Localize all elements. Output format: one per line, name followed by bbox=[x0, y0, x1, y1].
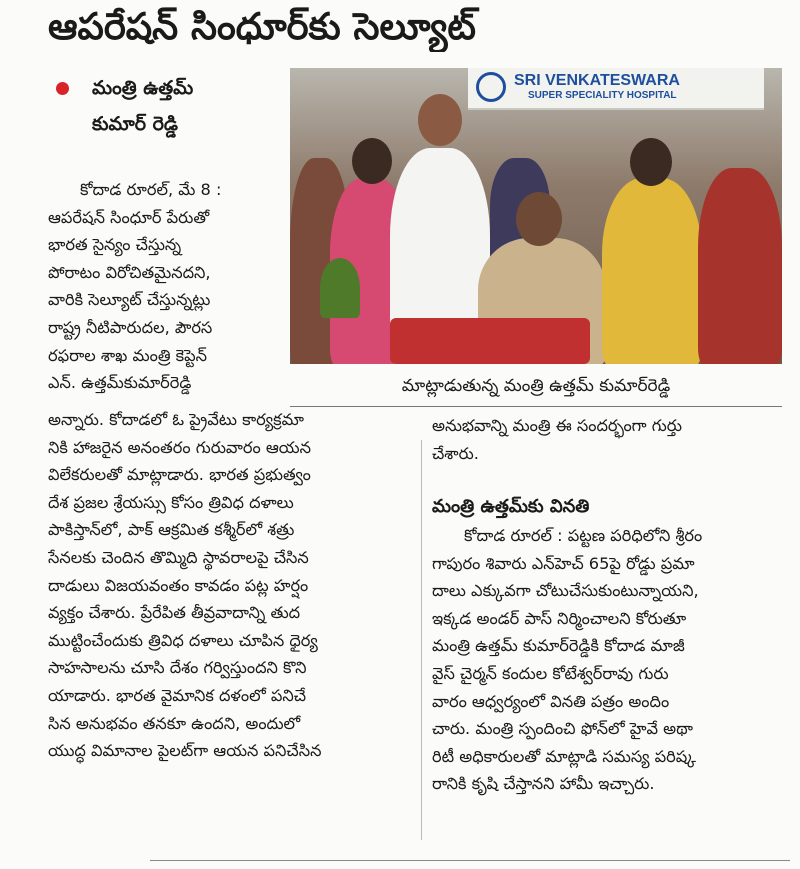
text-line: చారు. మంత్రి స్పందించి ఫోన్‌లో హైవే అథా bbox=[432, 719, 693, 739]
text-line: ఎన్. ఉత్తమ్‌కుమార్‌రెడ్డి bbox=[48, 373, 192, 393]
text-line: యాడారు. భారత వైమానిక దళంలో పనిచే bbox=[48, 685, 307, 705]
text-line: చేశారు. bbox=[432, 443, 479, 463]
text-line: పోరాటం విరోచితమైనదని, bbox=[48, 262, 211, 282]
text-line: వారికి సెల్యూట్ చేస్తున్నట్లు bbox=[48, 290, 211, 310]
text-line: దేశ ప్రజల శ్రేయస్సు కోసం త్రివిధ దళాలు bbox=[48, 492, 294, 512]
text-line: అన్నారు. కోదాడలో ఓ ప్రైవేటు కార్యక్రమా bbox=[48, 410, 304, 429]
microphones bbox=[390, 318, 590, 364]
banner-subtitle: SUPER SPECIALITY HOSPITAL bbox=[528, 90, 677, 101]
text-line: దాలు ఎక్కువగా చోటుచేసుకుంటున్నాయని, bbox=[432, 581, 699, 601]
text-line: వైస్ చైర్మన్ కందుల కోటేశ్వర్‌రావు గురు bbox=[432, 663, 669, 683]
plant-pot bbox=[320, 258, 360, 318]
person-figure bbox=[698, 168, 782, 364]
text-line: ఆపరేషన్ సింధూర్ పేరుతో bbox=[48, 207, 210, 227]
news-photo bbox=[290, 68, 782, 364]
article-column-right-top bbox=[432, 412, 782, 467]
text-line: వ్యక్తం చేశారు. ప్రేరేపిత తీవ్రవాదాన్ని తుద bbox=[48, 603, 301, 623]
article-column-left-bottom bbox=[48, 406, 414, 765]
person-head bbox=[630, 138, 672, 186]
text-line: రిటీ అధికారులతో మాట్లాడి సమస్య పరిష్క bbox=[432, 746, 696, 766]
text-line: ముట్టించేందుకు త్రివిధ దళాలు చూపిన ధైర్య bbox=[48, 630, 318, 650]
text-line: విలేకరులతో మాట్లాడారు. భారత ప్రభుత్వం bbox=[48, 465, 311, 485]
text-line: రానికి కృషి చేస్తానని హామీ ఇచ్చారు. bbox=[432, 774, 655, 794]
bottom-rule bbox=[150, 860, 790, 861]
text-line: భారత సైన్యం చేస్తున్న bbox=[48, 235, 182, 255]
person-head bbox=[352, 138, 392, 184]
banner-title: SRI VENKATESWARA bbox=[514, 72, 680, 89]
column-divider bbox=[421, 440, 422, 840]
text-line: యుద్ధ విమానాల పైలట్‌గా ఆయన పనిచేసిన bbox=[48, 741, 322, 761]
text-line: వారం ఆధ్వర్యంలో వినతి పత్రం అందిం bbox=[432, 691, 670, 711]
byline-line-1: మంత్రి ఉత్తమ్ bbox=[92, 77, 194, 99]
article-column-left-top bbox=[48, 176, 282, 397]
sub-headline: మంత్రి ఉత్తమ్‌కు వినతి bbox=[432, 496, 590, 517]
text-line: కోదాడ రూరల్ : పట్టణ పరిధిలోని శ్రీరం bbox=[464, 526, 703, 545]
text-line: సిన అనుభవం తనకూ ఉందని, అందులో bbox=[48, 713, 301, 733]
text-line: పాకిస్తాన్‌లో, పాక్ ఆక్రమిత కశ్మీర్‌లో శత్రు bbox=[48, 520, 295, 540]
text-line: గాపురం శివారు ఎన్‌హెచ్ 65పై రోడ్డు ప్రమా bbox=[432, 553, 695, 573]
text-line: సాహసాలను చూసి దేశం గర్విస్తుందని కొని bbox=[48, 658, 307, 678]
text-line: దాడులు విజయవంతం కావడం పట్ల హర్షం bbox=[48, 575, 309, 595]
text-line: అనుభవాన్ని మంత్రి ఈ సందర్భంగా గుర్తు bbox=[432, 416, 682, 435]
article-column-right-bottom bbox=[432, 522, 782, 798]
text-line: మంత్రి ఉత్తమ్ కుమార్‌రెడ్డికి కోదాడ మాజీ bbox=[432, 636, 685, 656]
text-line: నికి హాజరైన అనంతరం గురువారం ఆయన bbox=[48, 437, 311, 457]
text-line: సేనలకు చెందిన తొమ్మిది స్థావరాలపై చేసిన bbox=[48, 547, 309, 567]
text-line: రాష్ట్ర నీటిపారుదల, పౌరస bbox=[48, 317, 213, 337]
bullet-dot-icon bbox=[56, 82, 69, 95]
person-head bbox=[418, 94, 462, 146]
photo-caption: మాట్లాడుతున్న మంత్రి ఉత్తమ్ కుమార్‌రెడ్డి bbox=[290, 366, 782, 407]
hospital-banner bbox=[468, 68, 764, 110]
byline bbox=[52, 70, 282, 142]
text-line: కోదాడ రూరల్, మే 8 : bbox=[80, 180, 222, 199]
byline-line-2: కుమార్ రెడ్డి bbox=[92, 113, 178, 135]
hospital-logo-icon bbox=[476, 72, 506, 102]
person-head bbox=[516, 192, 562, 246]
headline: ఆపరేషన్ సింధూర్‌కు సెల్యూట్ bbox=[48, 5, 476, 48]
text-line: ఇక్కడ అండర్ పాస్ నిర్మించాలని కోరుతూ bbox=[432, 608, 687, 628]
text-line: రఫరాల శాఖ మంత్రి కెప్టెన్ bbox=[48, 345, 208, 365]
person-figure bbox=[602, 178, 702, 364]
